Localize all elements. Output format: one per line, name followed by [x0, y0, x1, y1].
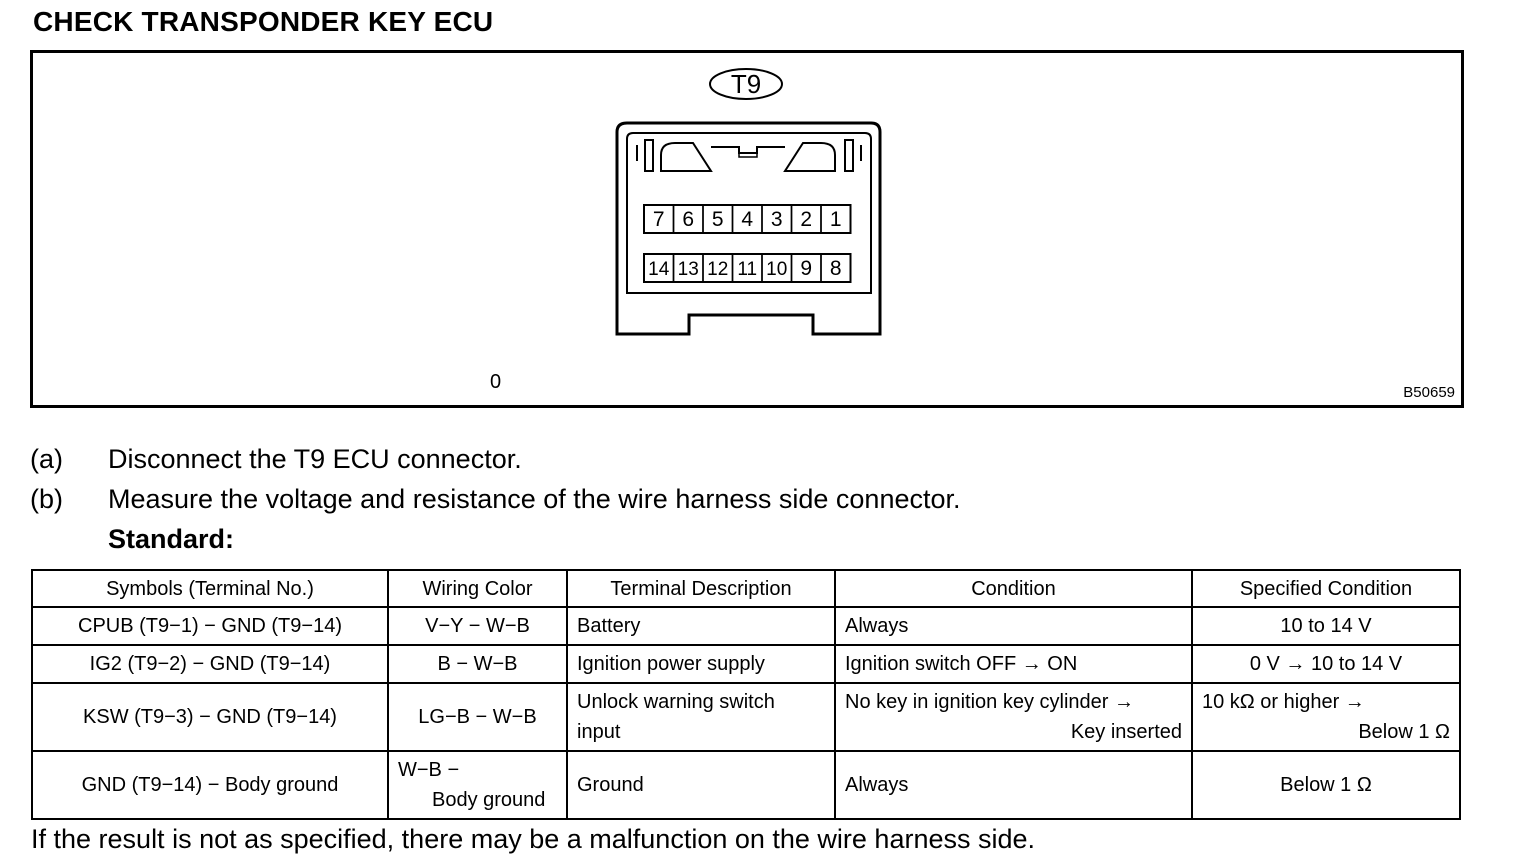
cell-wiring [388, 751, 567, 819]
connector-label: T9 [730, 69, 762, 99]
cell-wiring-line: Body ground [432, 789, 546, 811]
cell-description [567, 683, 835, 751]
step-text: Disconnect the T9 ECU connector. [108, 444, 522, 474]
pin-number: 6 [682, 208, 695, 231]
table-row [32, 645, 1460, 683]
pin-number: 11 [737, 259, 758, 280]
pin-number: 5 [711, 208, 724, 231]
cell-condition: Always [835, 751, 1192, 819]
figure-note: 0 [490, 371, 502, 393]
cell-description: Battery [567, 607, 835, 645]
cell-specified: Below 1 Ω [1192, 751, 1460, 819]
header-wiring-color: Wiring Color [388, 570, 567, 607]
page-title: CHECK TRANSPONDER KEY ECU [33, 6, 494, 37]
pin-number: 1 [829, 208, 842, 231]
cell-condition [835, 683, 1192, 751]
pin-number: 3 [770, 208, 783, 231]
cell-symbol: GND (T9−14) − Body ground [32, 751, 388, 819]
left-keyway [661, 143, 711, 171]
table-header-row [32, 570, 1460, 607]
cell-symbol: CPUB (T9−1) − GND (T9−14) [32, 607, 388, 645]
cell-specified: 0 V → 10 to 14 V [1192, 645, 1460, 683]
table-row [32, 607, 1460, 645]
cell-condition: Always [835, 607, 1192, 645]
cell-description-line: Unlock warning switch [577, 691, 775, 713]
cell-description-line: input [577, 721, 621, 743]
pin-number: 10 [766, 259, 788, 280]
table-row [32, 683, 1460, 751]
right-keyway [785, 143, 835, 171]
cell-wiring: LG−B − W−B [388, 683, 567, 751]
cell-condition: Ignition switch OFF → ON [835, 645, 1192, 683]
pin-number: 13 [677, 259, 699, 280]
step-text: Measure the voltage and resistance of the wire harness side connector. [108, 484, 961, 514]
standard-heading: Standard: [108, 524, 235, 554]
cell-specified: 10 to 14 V [1192, 607, 1460, 645]
header-symbols: Symbols (Terminal No.) [32, 570, 388, 607]
cell-specified-line: 10 kΩ or higher → [1202, 691, 1365, 713]
latch [711, 147, 785, 153]
pin-number: 4 [741, 208, 754, 231]
top-pin-row [644, 205, 851, 233]
pin-number: 8 [829, 257, 842, 280]
cell-description: Ignition power supply [567, 645, 835, 683]
step-label: (b) [30, 484, 63, 514]
cell-wiring: B − W−B [388, 645, 567, 683]
bottom-pin-row [644, 254, 851, 282]
cell-wiring-line: W−B − [398, 759, 460, 781]
cell-symbol: IG2 (T9−2) − GND (T9−14) [32, 645, 388, 683]
header-condition: Condition [835, 570, 1192, 607]
cell-condition-line: No key in ignition key cylinder → [845, 691, 1135, 713]
table-row [32, 751, 1460, 819]
cell-specified-line: Below 1 Ω [1358, 721, 1450, 743]
connector-figure [30, 50, 1464, 408]
cell-condition-line: Key inserted [1070, 721, 1182, 743]
header-specified-condition: Specified Condition [1192, 570, 1460, 607]
pin-number: 12 [707, 259, 729, 280]
cell-description: Ground [567, 751, 835, 819]
pin-number: 2 [800, 208, 813, 231]
pin-number: 7 [652, 208, 665, 231]
cell-wiring: V−Y − W−B [388, 607, 567, 645]
figure-code: B50659 [1403, 384, 1455, 401]
header-terminal-description: Terminal Description [567, 570, 835, 607]
cell-specified [1192, 683, 1460, 751]
step-label: (a) [30, 444, 63, 474]
connector-diagram [33, 53, 1461, 405]
footer-note: If the result is not as specified, there may be a malfunction on the wire harness side. [31, 824, 1036, 854]
pin-number: 9 [800, 257, 813, 280]
pin-number: 14 [648, 259, 670, 280]
cell-symbol: KSW (T9−3) − GND (T9−14) [32, 683, 388, 751]
standard-table [31, 569, 1461, 820]
